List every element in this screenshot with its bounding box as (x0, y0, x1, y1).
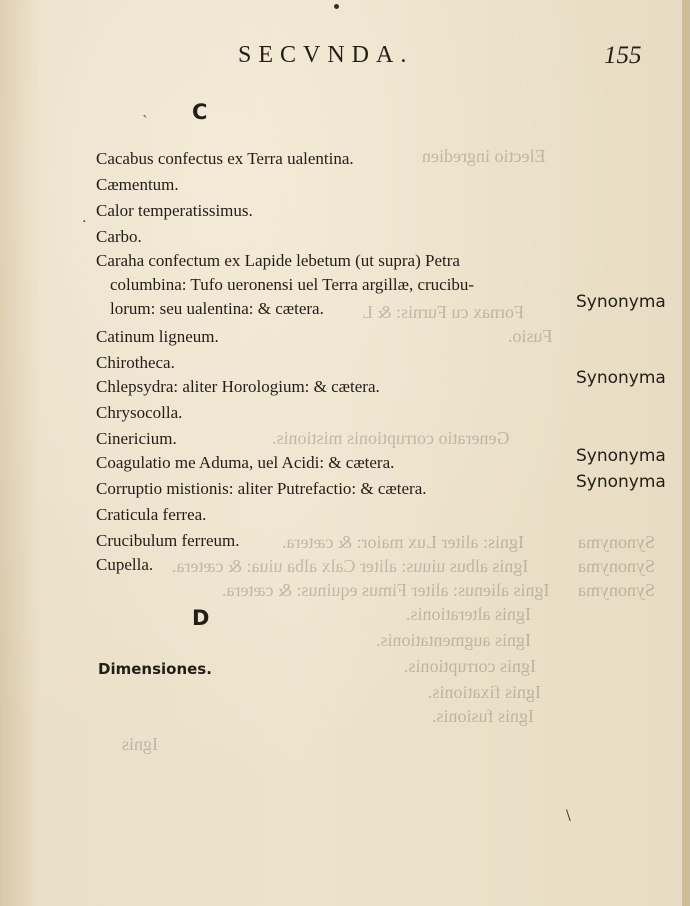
ink-speck: ˋ (142, 114, 149, 130)
ink-speck: · (82, 214, 87, 230)
show-through-line: Ignis (122, 734, 158, 754)
index-entry: Cinericium. (96, 429, 177, 448)
ink-speck: \ (566, 808, 571, 824)
show-through-line: Electio ingredien (422, 146, 546, 166)
show-through-line: Ignis augmentationis. (376, 630, 531, 650)
show-through-line: Ignis corruptionis. (404, 656, 536, 676)
show-through-line: Generatio corruptionis mistionis. (272, 428, 510, 448)
section-letter-d: D (192, 606, 210, 630)
index-entry: Carbo. (96, 227, 142, 246)
show-through-line: Synonyma (578, 532, 656, 552)
index-entry: Calor temperatissimus. (96, 201, 253, 220)
show-through-line: Ignis alienus: aliter Fimus equinus: & cætera. (222, 580, 550, 600)
index-entry: Cacabus confectus ex Terra ualentina. (96, 149, 354, 168)
margin-note-synonyma: Synonyma (576, 368, 666, 388)
margin-note-synonyma: Synonyma (576, 292, 666, 312)
show-through-line: Ignis alterationis. (406, 604, 531, 624)
show-through-line: Ignis fusionis. (432, 706, 535, 726)
section-letter-c: C (192, 100, 208, 124)
show-through-line: Fornax cu Furnis: & L (362, 302, 524, 322)
margin-note-synonyma: Synonyma (576, 472, 666, 492)
index-entry: Crucibulum ferreum. (96, 531, 240, 550)
index-entry-continuation: columbina: Tufo ueronensi uel Terra argillæ, crucibu- (110, 275, 475, 294)
index-entry: Chirotheca. (96, 353, 175, 372)
index-entry: Caraha confectum ex Lapide lebetum (ut supra) Petra (96, 251, 460, 270)
show-through-line: Ignis fixationis. (428, 682, 541, 702)
index-entry-continuation: lorum: seu ualentina: & cætera. (110, 299, 324, 318)
page-number: 155 (604, 42, 642, 69)
index-entry: Catinum ligneum. (96, 327, 219, 346)
index-entry: Chlepsydra: aliter Horologium: & cætera. (96, 377, 380, 396)
index-entry: Corruptio mistionis: aliter Putrefactio: & cætera. (96, 479, 427, 498)
show-through-line: Fusio. (508, 326, 553, 346)
show-through-line: Ignis albus uiuus: aliter Calx alba uiua: & cætera. (172, 556, 529, 576)
show-through-line: Synonyma (578, 580, 656, 600)
index-entry: Craticula ferrea. (96, 505, 207, 524)
index-entry: Chrysocolla. (96, 403, 183, 422)
ink-dot (334, 4, 339, 9)
index-entry: Dimensiones. (98, 660, 212, 678)
index-entry: Cupella. (96, 555, 154, 574)
index-entry: Cæmentum. (96, 175, 179, 194)
index-entry: Coagulatio me Aduma, uel Acidi: & cætera. (96, 453, 395, 472)
margin-note-synonyma: Synonyma (576, 446, 666, 466)
running-head: SECVNDA. (238, 42, 414, 68)
show-through-line: Synonyma (578, 556, 656, 576)
page-edge (682, 0, 690, 906)
show-through-line: Ignis: aliter Lux maior: & cætera. (282, 532, 524, 552)
